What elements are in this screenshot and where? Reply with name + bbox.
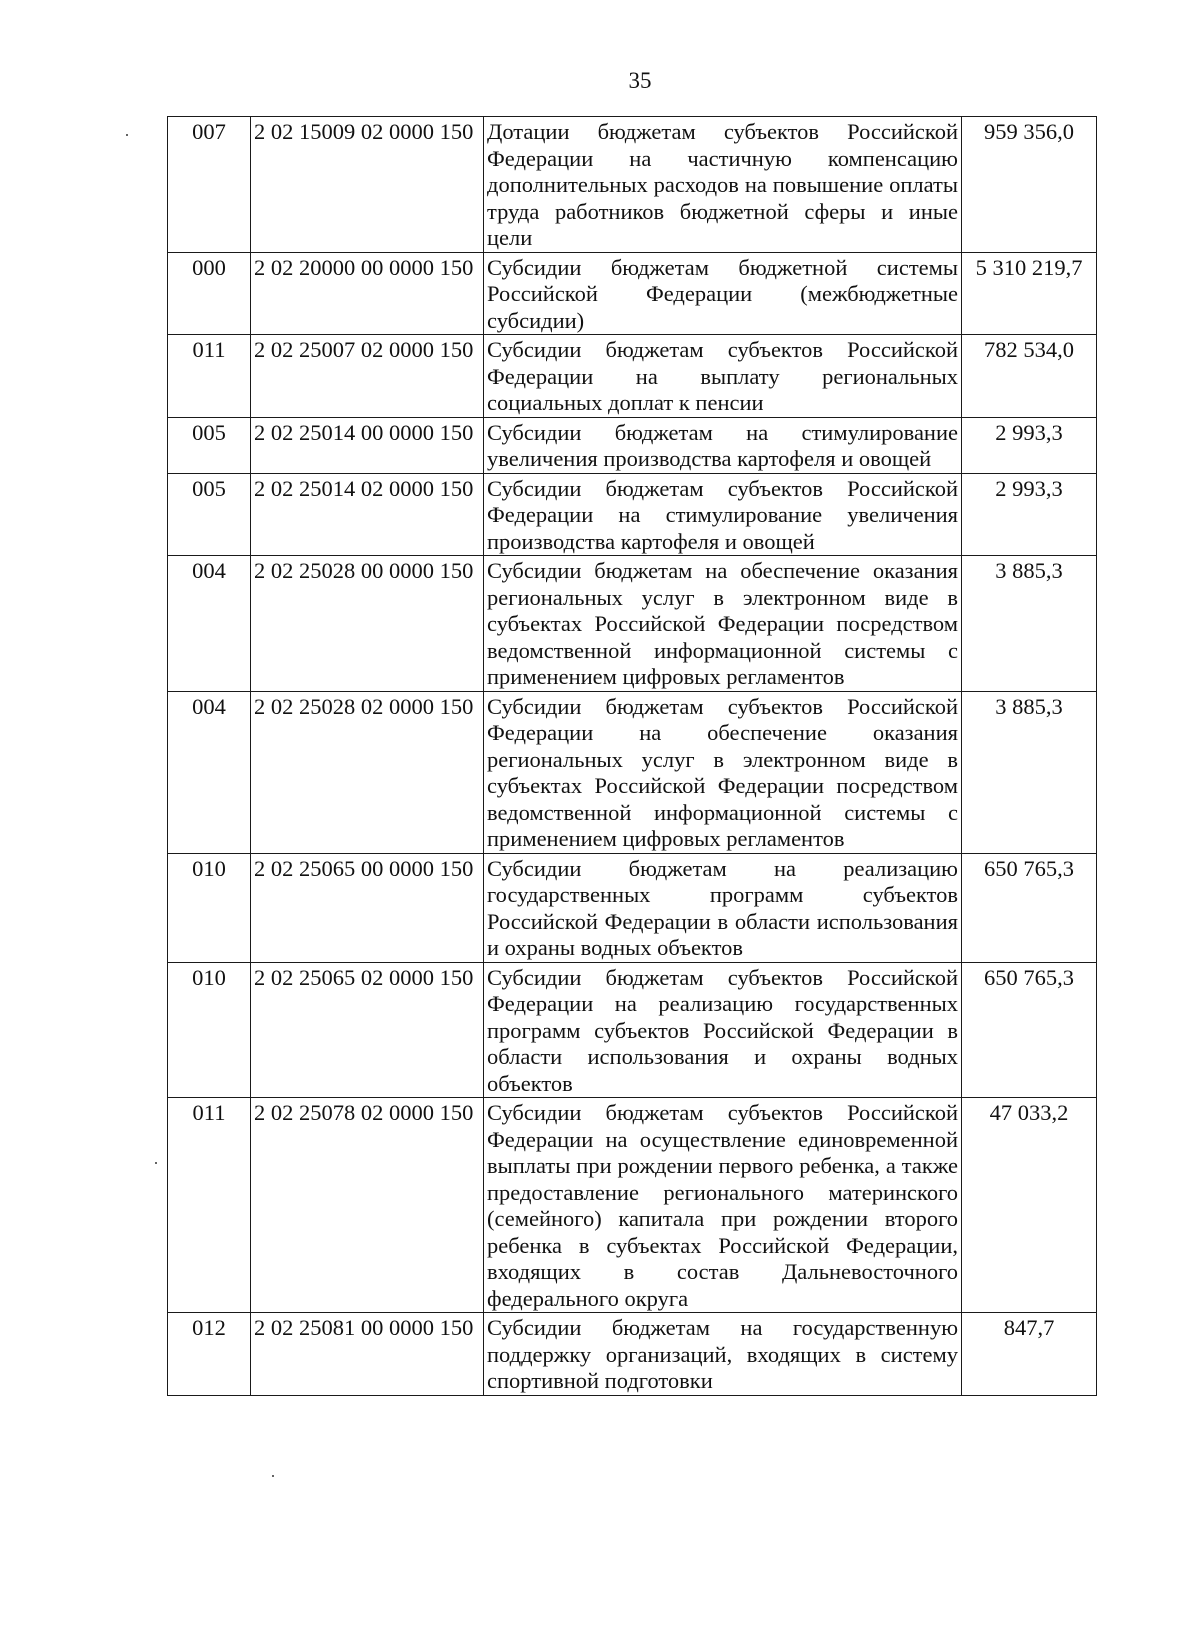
admin-code-cell: 000 bbox=[168, 252, 251, 335]
table-row bbox=[168, 691, 1097, 853]
budget-classification-code-cell: 2 02 20000 00 0000 150 bbox=[251, 252, 484, 335]
table-row bbox=[168, 473, 1097, 556]
revenue-name-cell: Субсидии бюджетам субъектов Российской Федерации на обеспечение оказания региональных услуг в электронном виде в субъектах Российской Федерации посредством ведомственной информационной системы с применением цифровых регламентов bbox=[484, 691, 962, 853]
revenue-name-cell: Субсидии бюджетам субъектов Российской Федерации на реализацию государственных программ субъектов Российской Федерации в области использования и охраны водных объектов bbox=[484, 962, 962, 1098]
amount-cell: 3 885,3 bbox=[962, 556, 1097, 692]
scan-speck bbox=[155, 1162, 157, 1164]
budget-classification-code-cell: 2 02 25007 02 0000 150 bbox=[251, 335, 484, 418]
table-row bbox=[168, 417, 1097, 473]
amount-cell: 847,7 bbox=[962, 1313, 1097, 1396]
admin-code-cell: 010 bbox=[168, 962, 251, 1098]
admin-code-cell: 010 bbox=[168, 853, 251, 962]
budget-classification-code-cell: 2 02 15009 02 0000 150 bbox=[251, 117, 484, 253]
amount-cell: 3 885,3 bbox=[962, 691, 1097, 853]
revenue-name-cell: Субсидии бюджетам субъектов Российской Федерации на стимулирование увеличения производства картофеля и овощей bbox=[484, 473, 962, 556]
revenue-name-cell: Субсидии бюджетам субъектов Российской Федерации на выплату региональных социальных доплат к пенсии bbox=[484, 335, 962, 418]
scan-speck bbox=[272, 1475, 274, 1477]
budget-classification-code-cell: 2 02 25081 00 0000 150 bbox=[251, 1313, 484, 1396]
scan-speck bbox=[126, 134, 128, 136]
table-row bbox=[168, 1098, 1097, 1313]
admin-code-cell: 011 bbox=[168, 1098, 251, 1313]
revenue-name-cell: Субсидии бюджетам на государственную поддержку организаций, входящих в систему спортивной подготовки bbox=[484, 1313, 962, 1396]
amount-cell: 2 993,3 bbox=[962, 473, 1097, 556]
admin-code-cell: 004 bbox=[168, 691, 251, 853]
budget-classification-code-cell: 2 02 25014 00 0000 150 bbox=[251, 417, 484, 473]
table-row bbox=[168, 117, 1097, 253]
table-row bbox=[168, 1313, 1097, 1396]
budget-classification-code-cell: 2 02 25078 02 0000 150 bbox=[251, 1098, 484, 1313]
revenue-name-cell: Субсидии бюджетам на реализацию государственных программ субъектов Российской Федерации в области использования и охраны водных объектов bbox=[484, 853, 962, 962]
amount-cell: 2 993,3 bbox=[962, 417, 1097, 473]
page-number: 35 bbox=[628, 68, 652, 93]
revenue-name-cell: Субсидии бюджетам субъектов Российской Федерации на осуществление единовременной выплаты при рождении первого ребенка, а также предоставление регионального материнского (семейного) капитала при рождении второго ребенка в субъектах Российской Федерации, входящих в состав Дальневосточного федерального округа bbox=[484, 1098, 962, 1313]
revenue-name-cell: Субсидии бюджетам на обеспечение оказания региональных услуг в электронном виде в субъектах Российской Федерации посредством ведомственной информационной системы с применением цифровых регламентов bbox=[484, 556, 962, 692]
amount-cell: 650 765,3 bbox=[962, 962, 1097, 1098]
amount-cell: 959 356,0 bbox=[962, 117, 1097, 253]
budget-revenue-table bbox=[167, 116, 1097, 1396]
amount-cell: 47 033,2 bbox=[962, 1098, 1097, 1313]
budget-classification-code-cell: 2 02 25065 00 0000 150 bbox=[251, 853, 484, 962]
table-row bbox=[168, 252, 1097, 335]
admin-code-cell: 012 bbox=[168, 1313, 251, 1396]
admin-code-cell: 011 bbox=[168, 335, 251, 418]
table-row bbox=[168, 853, 1097, 962]
amount-cell: 650 765,3 bbox=[962, 853, 1097, 962]
admin-code-cell: 005 bbox=[168, 473, 251, 556]
amount-cell: 5 310 219,7 bbox=[962, 252, 1097, 335]
admin-code-cell: 005 bbox=[168, 417, 251, 473]
table-row bbox=[168, 556, 1097, 692]
budget-classification-code-cell: 2 02 25065 02 0000 150 bbox=[251, 962, 484, 1098]
revenue-name-cell: Субсидии бюджетам бюджетной системы Российской Федерации (межбюджетные субсидии) bbox=[484, 252, 962, 335]
budget-classification-code-cell: 2 02 25028 02 0000 150 bbox=[251, 691, 484, 853]
table-row bbox=[168, 962, 1097, 1098]
revenue-name-cell: Дотации бюджетам субъектов Российской Федерации на частичную компенсацию дополнительных расходов на повышение оплаты труда работников бюджетной сферы и иные цели bbox=[484, 117, 962, 253]
revenue-name-cell: Субсидии бюджетам на стимулирование увеличения производства картофеля и овощей bbox=[484, 417, 962, 473]
table-row bbox=[168, 335, 1097, 418]
admin-code-cell: 007 bbox=[168, 117, 251, 253]
amount-cell: 782 534,0 bbox=[962, 335, 1097, 418]
admin-code-cell: 004 bbox=[168, 556, 251, 692]
budget-classification-code-cell: 2 02 25014 02 0000 150 bbox=[251, 473, 484, 556]
budget-classification-code-cell: 2 02 25028 00 0000 150 bbox=[251, 556, 484, 692]
